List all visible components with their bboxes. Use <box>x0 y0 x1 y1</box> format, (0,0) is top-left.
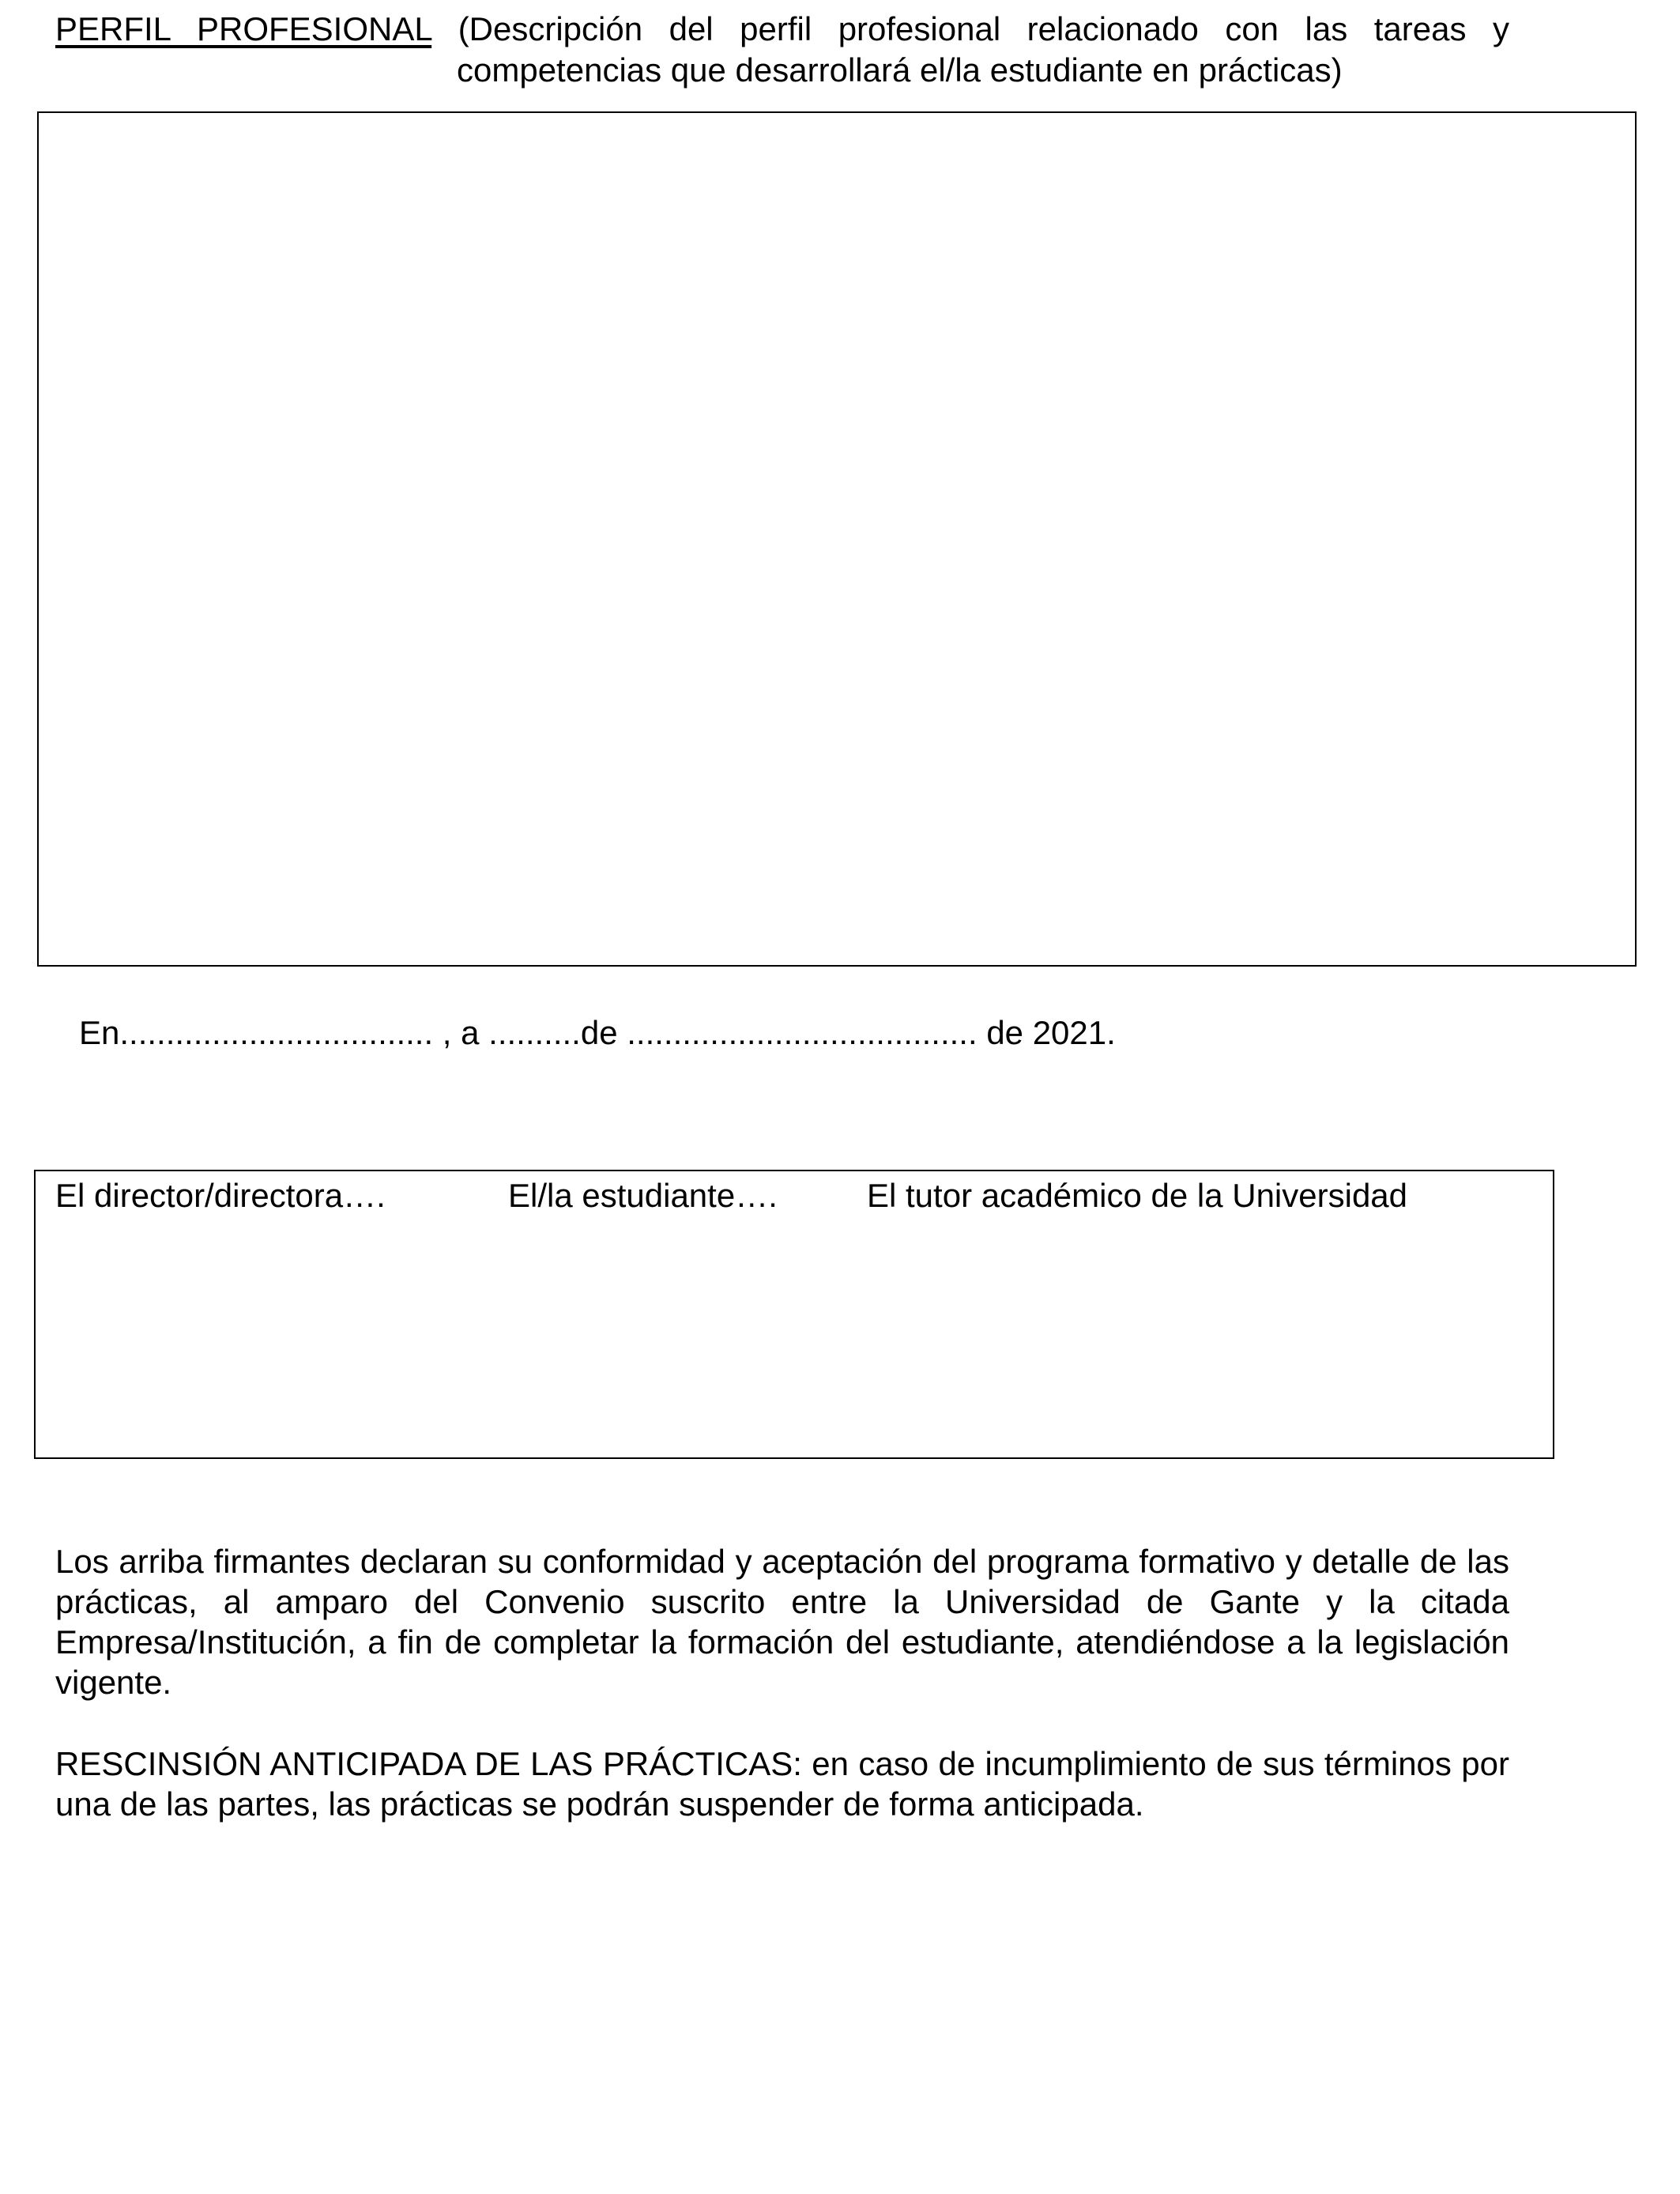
signature-label-director: El director/directora…. <box>55 1177 386 1214</box>
signature-label-student: El/la estudiante…. <box>508 1177 778 1214</box>
section-heading <box>55 9 1509 49</box>
section-description-line2: competencias que desarrollará el/la estudiante en prácticas) <box>457 51 1343 89</box>
section-description-line1: (Descripción del perfil profesional relacionado con las tareas y <box>458 10 1509 47</box>
profile-description-box[interactable] <box>37 111 1637 967</box>
rescission-paragraph: RESCINSIÓN ANTICIPADA DE LAS PRÁCTICAS: en caso de incumplimiento de sus términos por una de las partes, las prácticas se podrán suspender de forma anticipada. <box>55 1745 1509 1823</box>
place-date-line: En.................................. , a ..........de ...................................... de 2021. <box>79 1014 1116 1051</box>
signature-label-tutor: El tutor académico de la Universidad <box>867 1177 1408 1214</box>
section-title: PERFIL PROFESIONAL <box>55 10 432 47</box>
declaration-paragraph: Los arriba firmantes declaran su conformidad y aceptación del programa formativo y detalle de las prácticas, al amparo del Convenio suscrito entre la Universidad de Gante y la citada Empresa/Institución, a fin de completar la formación del estudiante, atendiéndose a la legislación vigente. <box>55 1543 1509 1701</box>
